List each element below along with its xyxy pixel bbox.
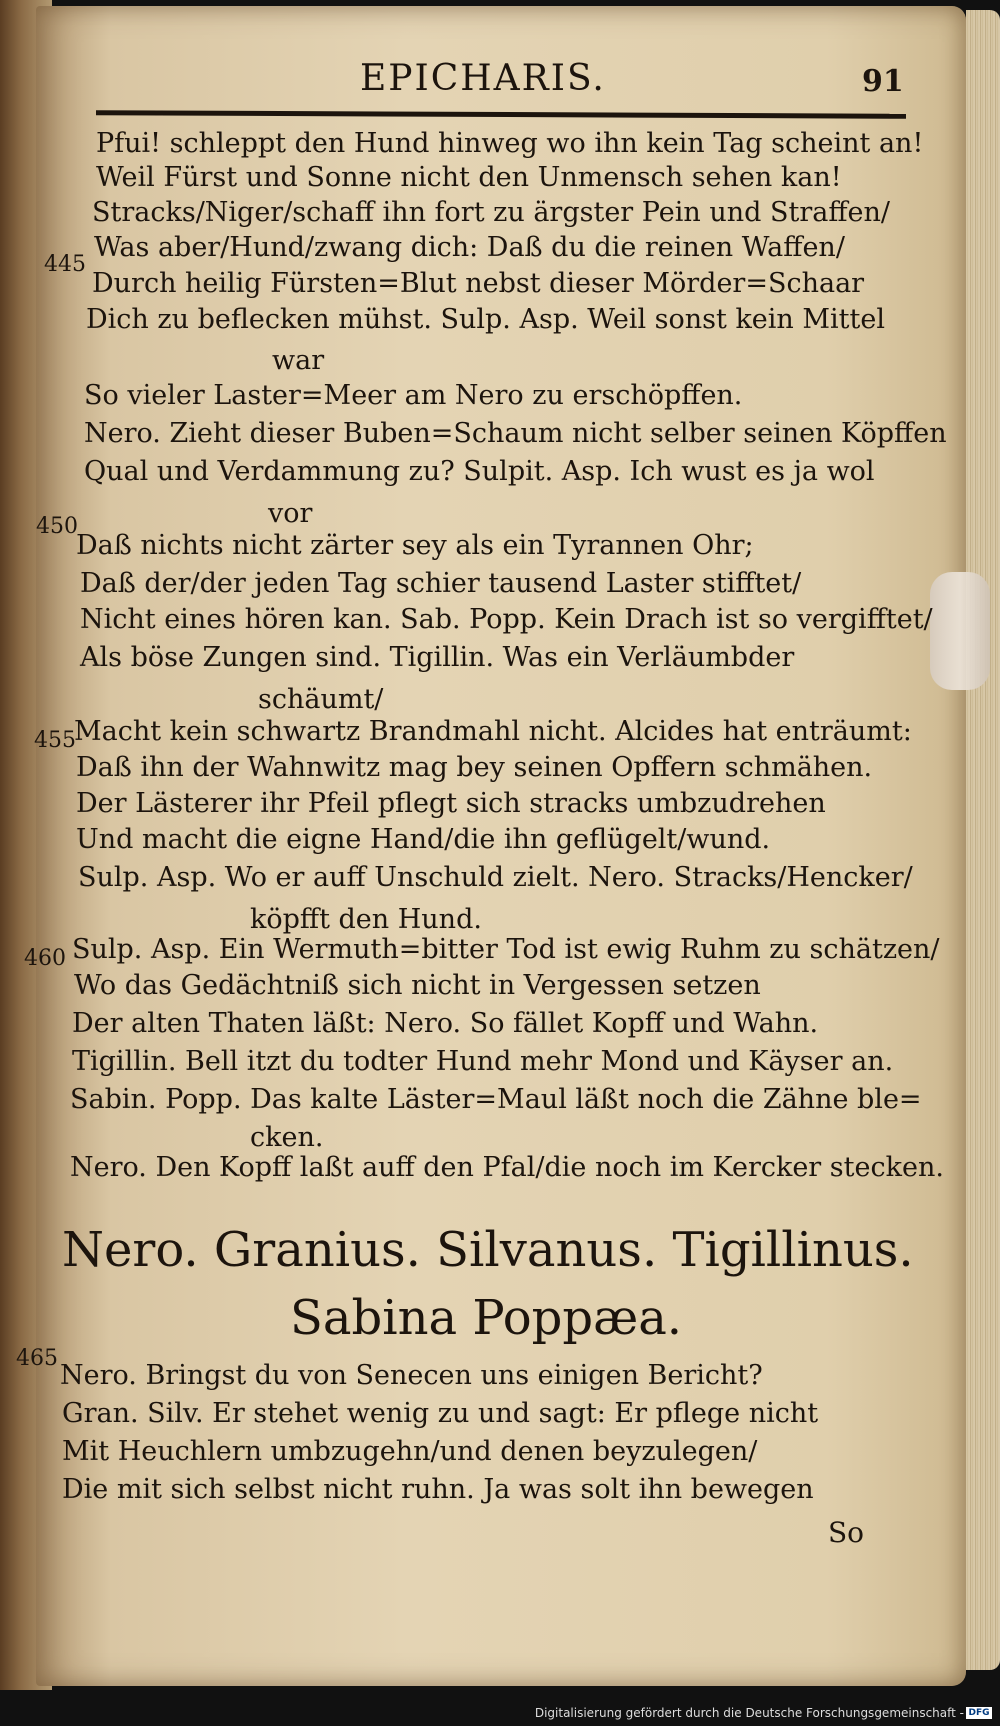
scene-line: Die mit sich selbst nicht ruhn. Ja was solt ihn bewegen (62, 1474, 814, 1505)
verse-line: Pfui! schleppt den Hund hinweg wo ihn kein Tag scheint an! (96, 128, 924, 159)
verse-line: Weil Fürst und Sonne nicht den Unmensch sehen kan! (96, 162, 842, 193)
verse-line: Tigillin. Bell itzt du todter Hund mehr Mond und Käyser an. (72, 1046, 894, 1077)
verse-line: Der alten Thaten läßt: Nero. So fället Kopff und Wahn. (72, 1008, 819, 1039)
line-number: 465 (16, 1346, 58, 1371)
verse-line: Was aber/Hund/zwang dich: Daß du die reinen Waffen/ (94, 232, 845, 263)
page-fore-edge (966, 10, 1000, 1670)
scene-heading-characters: Nero. Granius. Silvanus. Tigillinus. (62, 1222, 914, 1278)
verse-line: Macht kein schwartz Brandmahl nicht. Alcides hat enträumt: (74, 716, 912, 747)
digitization-credit: Digitalisierung gefördert durch die Deutsche Forschungsgemeinschaft - (534, 1706, 964, 1720)
verse-line: schäumt/ (258, 684, 384, 715)
verse-line: Sulp. Asp. Ein Wermuth=bitter Tod ist ewig Ruhm zu schätzen/ (72, 934, 940, 965)
scene-line: Mit Heuchlern umbzugehn/und denen beyzulegen/ (62, 1436, 758, 1467)
verse-line: Stracks/Niger/schaff ihn fort zu ärgster Pein und Straffen/ (92, 197, 890, 228)
verse-line: Durch heilig Fürsten=Blut nebst dieser Mörder=Schaar (92, 268, 865, 299)
line-number: 460 (24, 946, 66, 971)
catchword: So (828, 1516, 865, 1549)
verse-line: Daß der/der jeden Tag schier tausend Laster stifftet/ (80, 568, 802, 599)
dfg-logo: DFG (966, 1707, 992, 1719)
verse-line: köpfft den Hund. (250, 904, 482, 935)
page-number: 91 (862, 64, 904, 99)
line-number: 445 (44, 252, 86, 277)
verse-line: Nero. Zieht dieser Buben=Schaum nicht selber seinen Köpffen (84, 418, 947, 449)
verse-line: war (272, 345, 325, 376)
verse-line: Nicht eines hören kan. Sab. Popp. Kein Drach ist so vergifftet/ (80, 604, 933, 635)
verse-line: Qual und Verdammung zu? Sulpit. Asp. Ich wust es ja wol (84, 456, 875, 487)
verse-line: cken. (250, 1122, 324, 1153)
line-number: 450 (36, 514, 78, 539)
verse-line: Und macht die eigne Hand/die ihn geflügelt/wund. (76, 824, 771, 855)
page-clip (930, 572, 990, 690)
verse-line: Der Lästerer ihr Pfeil pflegt sich stracks umbzudrehen (76, 788, 826, 819)
scene-line: Gran. Silv. Er stehet wenig zu und sagt: Er pflege nicht (62, 1398, 819, 1429)
verse-line: Daß ihn der Wahnwitz mag bey seinen Opffern schmähen. (76, 752, 873, 783)
line-number: 455 (34, 728, 76, 753)
scene-line: Nero. Bringst du von Senecen uns einigen Bericht? (60, 1360, 763, 1391)
running-title: EPICHARIS. (360, 58, 606, 99)
verse-line: vor (268, 498, 313, 529)
verse-line: Nero. Den Kopff laßt auff den Pfal/die noch im Kercker stecken. (70, 1152, 944, 1183)
verse-line: Sulp. Asp. Wo er auff Unschuld zielt. Nero. Stracks/Hencker/ (78, 862, 913, 893)
verse-line: Als böse Zungen sind. Tigillin. Was ein Verläumbder (80, 642, 795, 673)
verse-line: Dich zu beflecken mühst. Sulp. Asp. Weil sonst kein Mittel (86, 304, 885, 335)
verse-line: Wo das Gedächtniß sich nicht in Vergessen setzen (74, 970, 761, 1001)
verse-line: Daß nichts nicht zärter sey als ein Tyrannen Ohr; (76, 530, 754, 561)
verse-line: So vieler Laster=Meer am Nero zu erschöpffen. (84, 380, 743, 411)
scene-heading-characters-2: Sabina Poppæa. (290, 1290, 683, 1346)
verse-line: Sabin. Popp. Das kalte Läster=Maul läßt noch die Zähne ble= (70, 1084, 922, 1115)
